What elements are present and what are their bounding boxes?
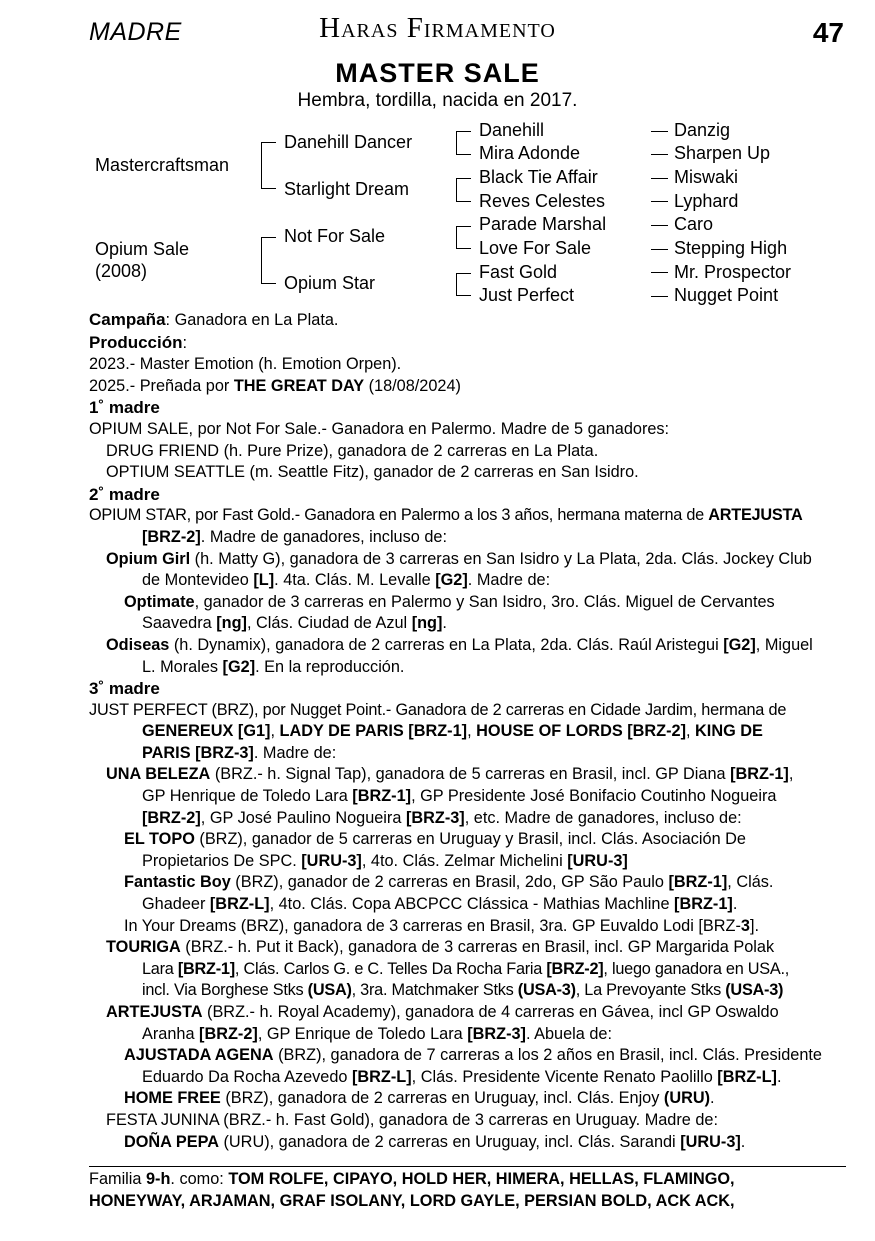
- touriga-cont-2: incl. Via Borghese Stks (USA), 3ra. Matchmaker Stks (USA-3), La Prevoyante Stks (USA-3): [142, 981, 784, 1000]
- pedigree-gen4-2: Sharpen Up: [674, 143, 771, 163]
- pedigree-gen3-1: Danehill: [479, 120, 545, 140]
- festa-junina: FESTA JUNINA (BRZ.- h. Fast Gold), ganadora de 3 carreras en Uruguay. Madre de:: [106, 1110, 718, 1129]
- pedigree-gen4-8: Nugget Point: [674, 285, 779, 305]
- pedigree-gen3-5: Parade Marshal: [479, 214, 607, 234]
- ajustada-agena-cont: Eduardo Da Rocha Azevedo [BRZ-L], Clás. Presidente Vicente Renato Paolillo [BRZ-L].: [142, 1067, 782, 1086]
- odiseas-cont: L. Morales [G2]. En la reproducción.: [142, 657, 405, 676]
- una-beleza-cont-1: GP Henrique de Toledo Lara [BRZ-1], GP Presidente José Bonifacio Coutinho Nogueira: [142, 787, 777, 806]
- pedigree-gen3-6: Love For Sale: [479, 238, 592, 258]
- opium-girl-cont: de Montevideo [L]. 4ta. Clás. M. Levalle [G2]. Madre de:: [142, 571, 551, 590]
- in-your-dreams: In Your Dreams (BRZ), ganadora de 3 carreras en Brasil, 3ra. GP Euvaldo Lodi [BRZ-3].: [124, 916, 759, 935]
- dam3-siblings-cont: PARIS [BRZ-3]. Madre de:: [142, 743, 337, 762]
- opium-girl: Opium Girl (h. Matty G), ganadora de 3 carreras en San Isidro y La Plata, 2da. Clás. Jockey Club: [106, 549, 812, 568]
- pedigree-notes: [89, 309, 859, 1153]
- dam2-intro-cont: [BRZ-2]. Madre de ganadores, incluso de:: [142, 527, 447, 546]
- pedigree-sire: Mastercraftsman: [95, 155, 230, 175]
- pedigree-gen2-1: Danehill Dancer: [284, 132, 413, 152]
- artejusta-cont: Aranha [BRZ-2], GP Enrique de Toledo Lara [BRZ-3]. Abuela de:: [142, 1024, 612, 1043]
- pedigree-gen3-2: Mira Adonde: [479, 143, 581, 163]
- pedigree-gen4-4: Lyphard: [674, 191, 739, 211]
- pedigree-gen4-1: Danzig: [674, 120, 731, 140]
- pedigree-gen2-2: Starlight Dream: [284, 179, 410, 199]
- pedigree-gen2-3: Not For Sale: [284, 226, 386, 246]
- dam3-heading: 3˚ madre: [89, 679, 160, 699]
- pedigree-gen4-7: Mr. Prospector: [674, 262, 792, 282]
- horse-name: MASTER SALE: [335, 58, 540, 88]
- pedigree-dam: Opium Sale: [95, 239, 190, 259]
- touriga-cont-1: Lara [BRZ-1], Clás. Carlos G. e C. Telles Da Rocha Faria [BRZ-2], luego ganadora en USA.,: [142, 959, 790, 978]
- production-line-2: 2025.- Preñada por THE GREAT DAY (18/08/2024): [89, 376, 461, 395]
- dam2-intro: OPIUM STAR, por Fast Gold.- Ganadora en Palermo a los 3 años, hermana materna de ARTEJUSTA: [89, 506, 803, 525]
- pedigree-gen3-3: Black Tie Affair: [479, 167, 598, 187]
- fantastic-boy-cont: Ghadeer [BRZ-L], 4to. Clás. Copa ABCPCC Clássica - Mathias Machline [BRZ-1].: [142, 895, 738, 914]
- pedigree-dam-year: (2008): [95, 261, 148, 281]
- touriga: TOURIGA (BRZ.- h. Put it Back), ganadora de 3 carreras en Brasil, incl. GP Margarida Polak: [106, 938, 775, 957]
- dam1-heading: 1˚ madre: [89, 398, 160, 418]
- optimate-cont: Saavedra [ng], Clás. Ciudad de Azul [ng].: [142, 614, 447, 633]
- el-topo: EL TOPO (BRZ), ganador de 5 carreras en Uruguay y Brasil, incl. Clás. Asociación De: [124, 830, 746, 849]
- production-line-1: 2023.- Master Emotion (h. Emotion Orpen).: [89, 355, 402, 374]
- home-free: HOME FREE (BRZ), ganadora de 2 carreras en Uruguay, incl. Clás. Enjoy (URU).: [124, 1089, 715, 1108]
- section-label: MADRE: [89, 18, 182, 46]
- dam2-heading: 2˚ madre: [89, 484, 160, 504]
- pedigree-gen4-5: Caro: [674, 214, 714, 234]
- pedigree-gen3-7: Fast Gold: [479, 262, 558, 282]
- dam3-intro: JUST PERFECT (BRZ), por Nugget Point.- Ganadora de 2 carreras en Cidade Jardim, hermana de: [89, 700, 787, 719]
- family-line-2: HONEYWAY, ARJAMAN, GRAF ISOLANY, LORD GAYLE, PERSIAN BOLD, ACK ACK,: [89, 1191, 735, 1210]
- el-topo-cont: Propietarios De SPC. [URU-3], 4to. Clás. Zelmar Michelini [URU-3]: [142, 851, 628, 870]
- dam3-siblings: GENEREUX [G1], LADY DE PARIS [BRZ-1], HOUSE OF LORDS [BRZ-2], KING DE: [142, 722, 763, 741]
- una-beleza: UNA BELEZA (BRZ.- h. Signal Tap), ganadora de 5 carreras en Brasil, incl. GP Diana [BRZ-1],: [106, 765, 794, 784]
- family-footer: [89, 1166, 846, 1212]
- dam1-produce-1: DRUG FRIEND (h. Pure Prize), ganadora de 2 carreras en La Plata.: [106, 441, 599, 460]
- pedigree-gen4-6: Stepping High: [674, 238, 788, 258]
- pedigree-gen4-3: Miswaki: [674, 167, 739, 187]
- campaign: Campaña: Ganadora en La Plata.: [89, 310, 339, 329]
- optimate: Optimate, ganador de 3 carreras en Palermo y San Isidro, 3ro. Clás. Miguel de Cervantes: [124, 592, 775, 611]
- farm-name: Haras Firmamento: [319, 12, 556, 44]
- dona-pepa: DOÑA PEPA (URU), ganadora de 2 carreras en Uruguay, incl. Clás. Sarandi [URU-3].: [124, 1132, 746, 1151]
- artejusta: ARTEJUSTA (BRZ.- h. Royal Academy), ganadora de 4 carreras en Gávea, incl GP Oswaldo: [106, 1003, 779, 1021]
- horse-description: Hembra, tordilla, nacida en 2017.: [297, 90, 578, 111]
- odiseas: Odiseas (h. Dynamix), ganadora de 2 carreras en La Plata, 2da. Clás. Raúl Aristegui [G2], Miguel: [106, 635, 813, 654]
- fantastic-boy: Fantastic Boy (BRZ), ganador de 2 carreras en Brasil, 2do, GP São Paulo [BRZ-1], Clás.: [124, 873, 774, 892]
- dam1-intro: OPIUM SALE, por Not For Sale.- Ganadora en Palermo. Madre de 5 ganadores:: [89, 419, 670, 438]
- family-line-1: Familia 9-h. como: TOM ROLFE, CIPAYO, HOLD HER, HIMERA, HELLAS, FLAMINGO,: [89, 1170, 735, 1188]
- ajustada-agena: AJUSTADA AGENA (BRZ), ganadora de 7 carreras a los 2 años en Brasil, incl. Clás. Presidente: [124, 1046, 822, 1065]
- pedigree-gen2-4: Opium Star: [284, 273, 376, 293]
- production-heading: Producción:: [89, 332, 188, 352]
- una-beleza-cont-2: [BRZ-2], GP José Paulino Nogueira [BRZ-3], etc. Madre de ganadores, incluso de:: [142, 808, 742, 827]
- pedigree-gen3-8: Just Perfect: [479, 285, 575, 305]
- dam1-produce-2: OPTIUM SEATTLE (m. Seattle Fitz), ganador de 2 carreras en San Isidro.: [106, 463, 639, 482]
- pedigree-gen3-4: Reves Celestes: [479, 191, 606, 211]
- page-number: 47: [812, 17, 844, 48]
